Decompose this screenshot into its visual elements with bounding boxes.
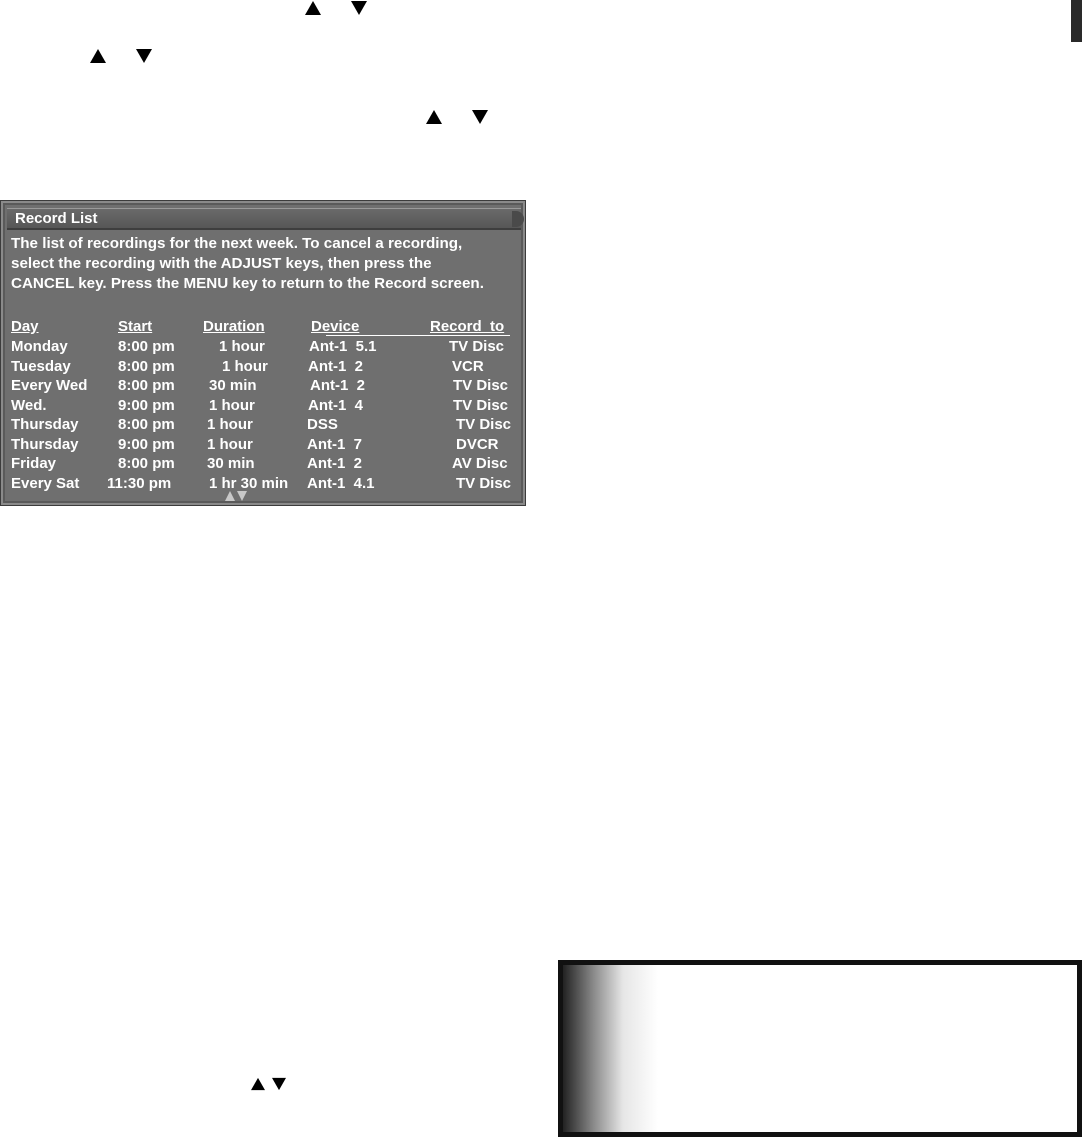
description-line: select the recording with the ADJUST keys, then press the bbox=[11, 255, 432, 272]
header-underline bbox=[326, 335, 510, 336]
cell-device: Ant-1 7 bbox=[307, 435, 363, 453]
table-row[interactable] bbox=[1, 397, 527, 417]
cell-start: 8:00 pm bbox=[118, 455, 175, 472]
cell-day: Wed. bbox=[11, 396, 47, 414]
cell-device: Ant-1 2 bbox=[307, 455, 363, 472]
cell-device: DSS bbox=[307, 416, 338, 433]
table-row[interactable] bbox=[1, 436, 527, 456]
table-row[interactable] bbox=[1, 377, 527, 397]
up-arrow-icon bbox=[89, 48, 107, 64]
cell-record-to: TV Disc bbox=[456, 474, 512, 492]
cell-device: Ant-1 2 bbox=[310, 377, 366, 394]
table-row[interactable] bbox=[1, 358, 527, 378]
description-line: The list of recordings for the next week. To cancel a recording, bbox=[11, 235, 463, 252]
down-arrow-icon bbox=[350, 0, 368, 16]
cell-day: Tuesday bbox=[11, 357, 71, 375]
cell-duration: 1 hour bbox=[219, 338, 265, 355]
cell-duration: 30 min bbox=[207, 455, 255, 472]
titlebar-cap bbox=[512, 211, 524, 227]
page-edge-bar bbox=[1071, 0, 1082, 42]
screen-title: Record List bbox=[15, 210, 98, 227]
cell-start: 8:00 pm bbox=[118, 338, 175, 355]
cell-day: Every Sat bbox=[11, 474, 80, 492]
cell-day: Every Wed bbox=[11, 377, 88, 394]
screen-description bbox=[11, 234, 523, 294]
table-row[interactable] bbox=[1, 338, 527, 358]
cell-day: Thursday bbox=[11, 435, 79, 453]
down-arrow-icon bbox=[471, 109, 489, 125]
note-box-content bbox=[563, 965, 1077, 1132]
cell-device: Ant-1 5.1 bbox=[309, 338, 377, 355]
table-row[interactable] bbox=[1, 455, 527, 475]
cell-record-to: TV Disc bbox=[456, 416, 512, 433]
cell-record-to: VCR bbox=[452, 357, 484, 375]
scroll-arrows-icon[interactable] bbox=[224, 489, 248, 501]
cell-device: Ant-1 2 bbox=[308, 357, 364, 375]
cell-duration: 1 hour bbox=[207, 435, 253, 453]
down-arrow-icon bbox=[271, 1077, 287, 1091]
cell-day: Monday bbox=[11, 338, 68, 355]
cell-day: Friday bbox=[11, 455, 57, 472]
table-row[interactable] bbox=[1, 416, 527, 436]
down-arrow-icon bbox=[135, 48, 153, 64]
up-arrow-icon bbox=[304, 0, 322, 16]
cell-record-to: TV Disc bbox=[453, 377, 509, 394]
cell-start: 8:00 pm bbox=[118, 416, 175, 433]
cell-day: Thursday bbox=[11, 416, 79, 433]
column-header-day: Day bbox=[11, 318, 39, 335]
cell-duration: 1 hour bbox=[222, 357, 268, 375]
cell-start: 8:00 pm bbox=[118, 377, 175, 394]
column-header-device: Device bbox=[311, 318, 360, 335]
up-arrow-icon bbox=[250, 1077, 266, 1091]
column-header-start: Start bbox=[118, 318, 153, 335]
table-row[interactable] bbox=[1, 475, 527, 495]
up-arrow-icon bbox=[425, 109, 443, 125]
cell-start: 11:30 pm bbox=[107, 474, 172, 492]
cell-record-to: TV Disc bbox=[453, 396, 509, 414]
cell-record-to: AV Disc bbox=[452, 455, 508, 472]
description-line: CANCEL key. Press the MENU key to return to the Record screen. bbox=[11, 275, 484, 292]
cell-record-to: TV Disc bbox=[449, 338, 505, 355]
column-header-record-to: Record to bbox=[430, 318, 505, 335]
cell-duration: 1 hour bbox=[207, 416, 253, 433]
cell-record-to: DVCR bbox=[456, 435, 499, 453]
recordings-table bbox=[1, 338, 527, 494]
cell-start: 8:00 pm bbox=[118, 357, 175, 375]
cell-start: 9:00 pm bbox=[118, 435, 175, 453]
cell-duration: 30 min bbox=[209, 377, 257, 394]
record-list-screen bbox=[0, 200, 526, 506]
column-header-duration: Duration bbox=[203, 318, 265, 335]
cell-device: Ant-1 4.1 bbox=[307, 474, 375, 492]
cell-start: 9:00 pm bbox=[118, 396, 175, 414]
cell-duration: 1 hr 30 min bbox=[209, 474, 289, 492]
cell-duration: 1 hour bbox=[209, 396, 255, 414]
screen-titlebar bbox=[7, 208, 521, 230]
note-box bbox=[558, 960, 1082, 1137]
cell-device: Ant-1 4 bbox=[308, 396, 364, 414]
